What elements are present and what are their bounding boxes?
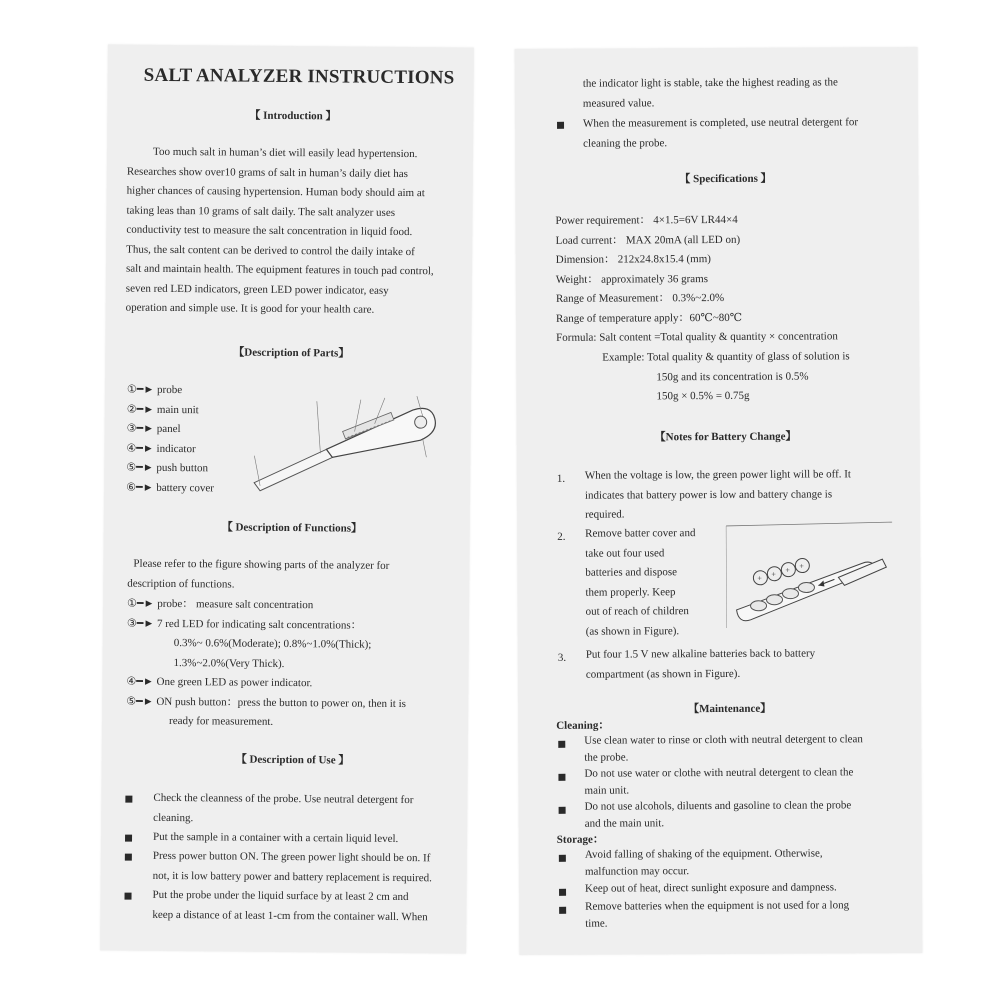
bullet-icon [125,835,132,842]
intro-line: Too much salt in human’s diet will easily lead hypertension. [152,145,418,161]
parts-list [126,381,215,499]
spec-line: Formula: Salt content =Total quality & quantity × concentration [556,330,838,344]
use-continued: the indicator light is stable, take the highest reading as the measured value. [582,76,838,110]
bullet-icon [559,889,566,896]
bullet-icon [559,907,566,914]
svg-text:+: + [799,561,804,571]
bullet-icon [559,807,566,814]
bullet-icon [124,893,131,900]
intro-line: operation and simple use. It is good for your health care. [125,301,375,316]
formula-example: Example: Total quality & quantity of glass of solution is 150g and its concentration is 0.5% 150g × 0.5% = 0.75g [602,350,850,403]
intro-line: higher chances of causing hypertension. Human body should aim at [126,184,425,200]
part-item: ②━► main unit [126,403,199,416]
bullet-icon [557,122,564,129]
part-item: ④━► indicator [126,442,196,455]
battery-step-number: 1. [556,472,566,485]
function-item-line: ready for measurement. [169,714,274,728]
left-instruction-sheet [100,44,474,953]
intro-line: taking leas than 10 grams of salt daily. The salt analyzer uses [126,204,396,219]
intro-line: Thus, the salt content can be derived to control the daily intake of [126,243,415,258]
spec-line: Weight： approximately 36 grams [555,272,709,286]
spec-line: Power requirement： 4×1.5=6V LR44×4 [555,213,738,227]
functions-intro [127,555,389,596]
battery-step-1: When the voltage is low, the green power light will be off. It indicates that battery power is low and battery change is required. [584,468,851,521]
introduction-heading: 【 Introduction 】 [249,109,337,123]
specifications-heading: 【 Specifications 】 [679,172,772,186]
salt-analyzer-illustration [244,391,445,498]
svg-text:+: + [785,565,790,575]
use-item: Check the cleanness of the probe. Use neutral detergent for cleaning. [153,791,414,824]
parts-heading: 【Description of Parts】 [233,346,350,360]
intro-line: conductivity test to measure the salt concentration in liquid food. [126,223,413,239]
battery-step-number: 2. [557,530,566,543]
intro-line: salt and maintain health. The equipment features in touch pad control, [125,262,434,278]
specifications-list [555,210,837,348]
battery-heading: 【Notes for Battery Change】 [654,430,797,444]
function-item: ①━► probe： measure salt concentration [127,597,314,612]
part-item: ①━► probe [126,383,183,397]
storage-item: Avoid falling of shaking of the equipment. Otherwise, malfunction may occur. [584,847,823,878]
cleaning-item: Use clean water to rinse or cloth with neutral detergent to clean the probe. [584,733,863,764]
cleaning-item: Do not use alcohols, diluents and gasoline to clean the probe and the main unit. [584,799,852,830]
spec-line: Load current： MAX 20mA (all LED on) [555,233,741,247]
storage-item: Keep out of heat, direct sunlight exposure and dampness. [584,881,837,895]
bullet-icon [558,741,565,748]
functions-intro-line: Please refer to the figure showing parts of the analyzer for [133,557,390,572]
maintenance-heading: 【Maintenance】 [688,702,772,716]
spec-line: Range of temperature apply：60℃~80℃ [556,311,743,325]
intro-line: Researches show over10 grams of salt in human’s daily diet has [126,165,408,180]
intro-line: seven red LED indicators, green LED power indicator, easy [125,282,389,297]
storage-label: Storage： [556,833,604,846]
function-item: ③━► 7 red LED for indicating salt concentrations： [126,617,362,632]
spec-line: Dimension： 212x24.8x15.4 (mm) [555,253,711,266]
battery-step-number: 3. [557,651,567,664]
cleaning-label: Cleaning： [556,719,610,732]
part-item: ⑥━► battery cover [126,481,215,494]
introduction-text [126,143,435,321]
battery-change-illustration [722,519,895,630]
functions-list [126,595,407,734]
function-item: ⑤━► ON push button：press the button to power on, then it is [126,695,407,710]
part-item: ③━► panel [126,422,181,436]
cleaning-item: Do not use water or clothe with neutral detergent to clean the main unit. [584,766,854,797]
function-item: ④━► One green LED as power indicator. [126,675,313,690]
svg-text:+: + [771,569,776,579]
document-title: SALT ANALYZER INSTRUCTIONS [143,64,455,89]
functions-heading: 【 Description of Functions】 [221,521,363,535]
right-instruction-sheet [515,47,923,955]
bullet-icon [558,774,565,781]
use-item: Press power button ON. The green power light should be on. If not, it is low battery power and battery replacement is required. [152,849,432,884]
spec-line: Range of Measurement： 0.3%~2.0% [555,291,725,305]
part-item: ⑤━► push button [126,461,209,475]
use-item: Put the sample in a container with a certain liquid level. [152,830,399,845]
bullet-icon [559,855,566,862]
svg-text:+: + [757,573,762,583]
function-item-line: 0.3%~ 0.6%(Moderate); 0.8%~1.0%(Thick); [173,637,372,651]
battery-step-2: Remove batter cover and take out four used batteries and dispose them properly. Keep out of reach of children (as shown in Figure). [585,527,696,638]
bullet-icon [125,796,132,803]
storage-item: Remove batteries when the equipment is not used for a long time. [585,899,850,930]
use-item-final: When the measurement is completed, use neutral detergent for cleaning the probe. [582,116,859,150]
battery-step-3: Put four 1.5 V new alkaline batteries back to battery compartment (as shown in Figure). [585,647,816,681]
functions-intro-line: description of functions. [127,577,235,591]
use-heading: 【 Description of Use 】 [235,753,350,767]
use-item: Put the probe under the liquid surface by at least 2 cm and keep a distance of at least 1-cm from the container wall. When [152,888,428,923]
bullet-icon [125,854,132,861]
function-item-line: 1.3%~2.0%(Very Thick). [173,656,285,670]
